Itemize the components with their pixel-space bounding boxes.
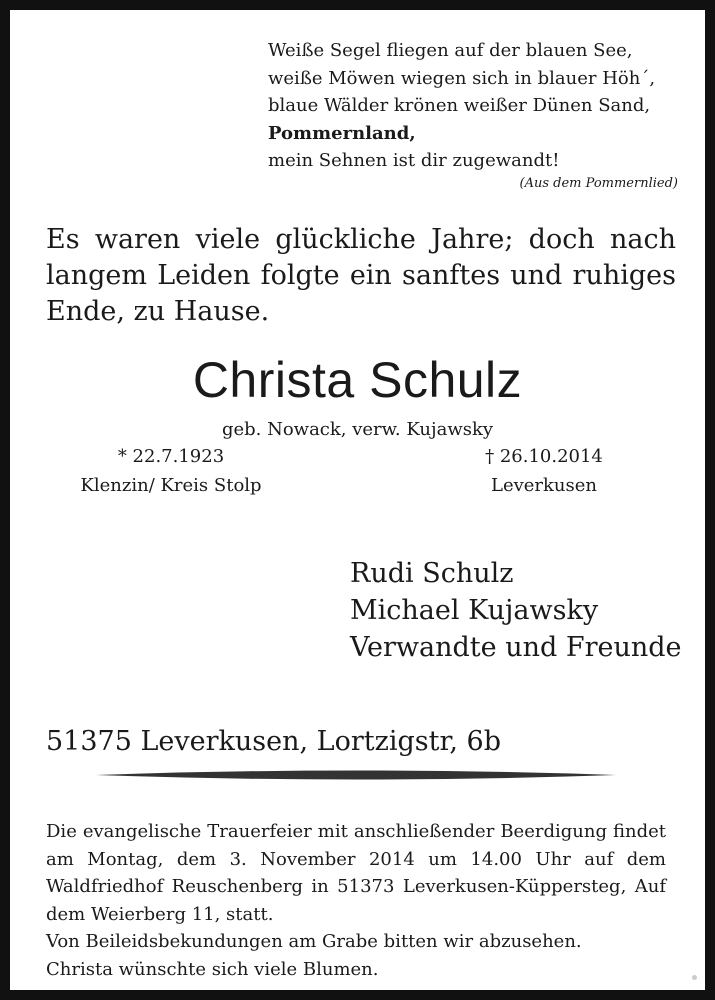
condolence-note: Von Beileidsbekundungen am Grabe bitten wir abzusehen. bbox=[46, 931, 582, 952]
poem-block bbox=[268, 37, 688, 193]
poem-line: weiße Möwen wiegen sich in blauer Höh´, bbox=[268, 67, 656, 89]
death-info bbox=[464, 442, 624, 500]
birth-info bbox=[66, 442, 276, 500]
birth-date: * 22.7.1923 bbox=[117, 446, 225, 467]
intro-text: Es waren viele glückliche Jahre; doch nach langem Leiden folgte ein sanftes und ruhiges Ende, zu Hause. bbox=[46, 224, 676, 327]
poem-line: Weiße Segel fliegen auf der blauen See, bbox=[268, 40, 633, 61]
mourners-list bbox=[350, 555, 682, 666]
birth-place: Klenzin/ Kreis Stolp bbox=[80, 475, 262, 496]
mourner-name: Rudi Schulz bbox=[350, 558, 514, 589]
poem-line: blaue Wälder krönen weißer Dünen Sand, bbox=[268, 95, 651, 116]
mourner-name: Verwandte und Freunde bbox=[350, 632, 682, 663]
divider-shape bbox=[96, 771, 616, 780]
tapered-divider bbox=[96, 768, 616, 782]
death-place: Leverkusen bbox=[490, 475, 597, 496]
flowers-note: Christa wünschte sich viele Blumen. bbox=[46, 958, 379, 980]
family-address: 51375 Leverkusen, Lortzigstr, 6b bbox=[46, 726, 502, 757]
funeral-info bbox=[46, 818, 666, 983]
poem-line-pommernland: Pommernland, bbox=[268, 122, 416, 144]
funeral-paragraph: Die evangelische Trauerfeier mit anschließender Beerdigung findet am Montag, dem 3. November 2014 um 14.00 Uhr auf dem Waldfriedhof Reuschenberg in 51373 Leverkusen-Küppersteg, Auf dem Weierberg 11, statt. bbox=[46, 821, 666, 925]
mourner-name: Michael Kujawsky bbox=[350, 595, 599, 626]
corner-dot bbox=[692, 975, 697, 980]
poem-source: (Aus dem Pommernlied) bbox=[519, 175, 678, 191]
maiden-name: geb. Nowack, verw. Kujawsky bbox=[221, 419, 494, 440]
poem-line: mein Sehnen ist dir zugewandt! bbox=[268, 150, 560, 171]
deceased-name: Christa Schulz bbox=[192, 352, 523, 408]
death-date: † 26.10.2014 bbox=[485, 446, 603, 467]
